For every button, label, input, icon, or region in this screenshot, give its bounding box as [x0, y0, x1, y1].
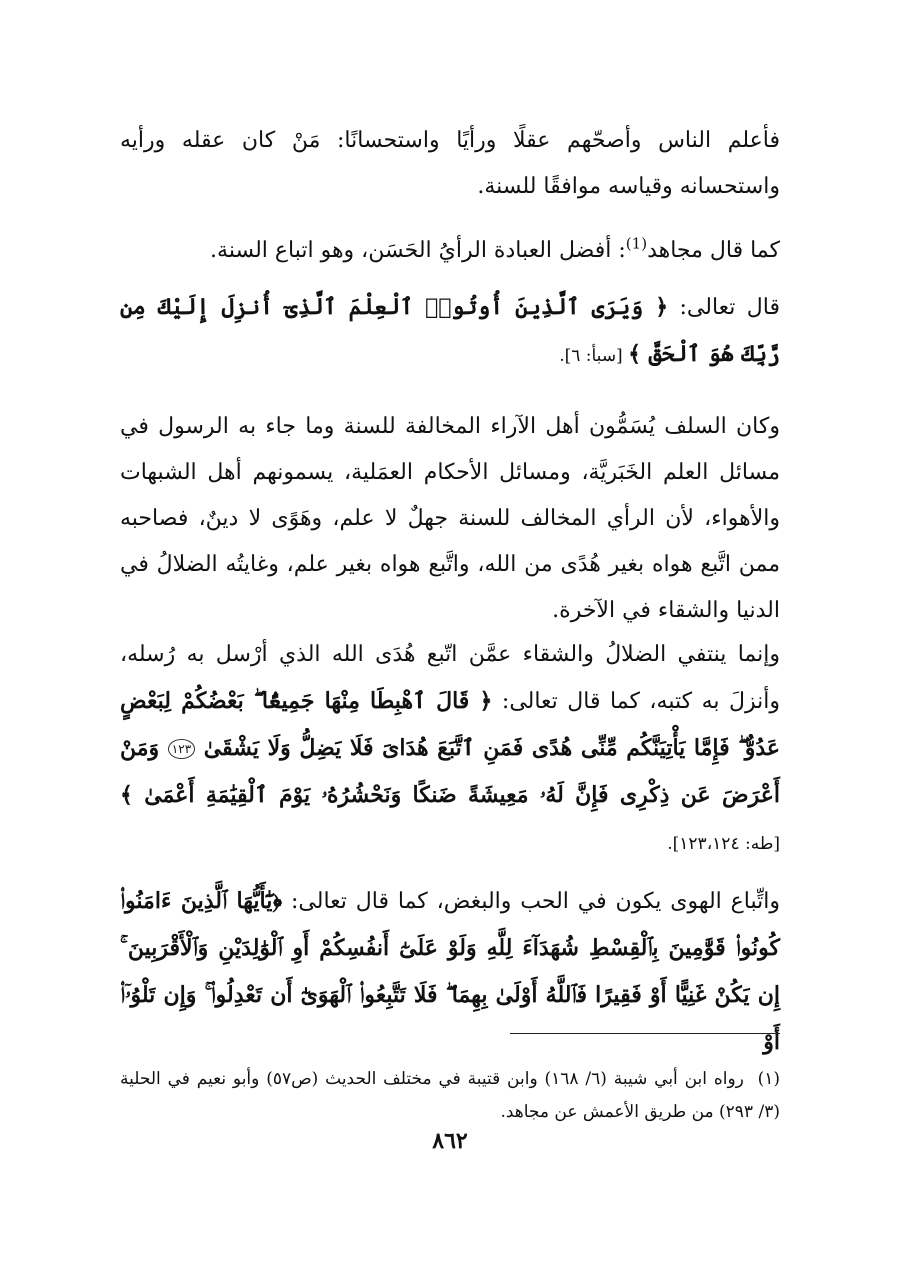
page-number: ٨٦٢ — [432, 1128, 468, 1154]
paragraph-text-end: : أفضل العبادة الرأيُ الحَسَن، وهو اتباع السنة. — [210, 238, 626, 263]
verse-citation: [سبأ: ٦]. — [559, 346, 629, 366]
paragraph-mujahid-quote — [120, 228, 780, 274]
ayah-number-marker: ١٢٣ — [168, 739, 195, 759]
quran-verse: ﴿ وَيَرَى ٱلَّذِينَ أُوتُوا۟ ٱلْعِلْمَ ٱلَّذِىٓ أُنزِلَ إِلَيْكَ مِن رَّبِّكَ هُوَ ٱلْحَقَّ ﴾ — [120, 294, 780, 367]
verse-intro: قال تعالى: — [668, 295, 780, 320]
quran-verse-part-two: وَمَنْ أَعْرَضَ عَن ذِكْرِى فَإِنَّ لَهُۥ مَعِيشَةً ضَنكًا وَنَحْشُرُهُۥ يَوْمَ ٱلْقِيَٰمَةِ أَعْمَىٰ ﴾ — [120, 735, 780, 808]
paragraph-reason-and-sunnah — [120, 118, 780, 210]
footnote-text: رواه ابن أبي شيبة (٦/ ١٦٨) وابن قتيبة في مختلف الحديث (ص٥٧) وأبو نعيم في الحلية (٣/ ٢٩٣) من طريق الأعمش عن مجاهد. — [120, 1069, 780, 1122]
verse-citation: [طه: ١٢٣،١٢٤]. — [667, 834, 780, 854]
paragraph-quran-saba — [120, 284, 780, 379]
paragraph-quran-nisa — [120, 878, 780, 1066]
paragraph-text-start: كما قال مجاهد — [647, 238, 780, 263]
quran-verse-part-one: ﴿ قَالَ ٱهْبِطَا مِنْهَا جَمِيعًۢا ۖ بَعْضُكُمْ لِبَعْضٍ عَدُوٌّ ۖ فَإِمَّا يَأْتِيَنَّكُم مِّنِّى هُدًى فَمَنِ ٱتَّبَعَ هُدَاىَ فَلَا يَضِلُّ وَلَا يَشْقَىٰ — [120, 688, 780, 761]
paragraph-text: فأعلم الناس وأصحّهم عقلًا ورأيًا واستحسانًا: مَنْ كان عقله ورأيه واستحسانه وقياسه موافقًا للسنة. — [120, 128, 780, 199]
footnote-reference[interactable]: (1) — [625, 234, 648, 253]
footnote — [120, 1063, 780, 1129]
verse-intro: وإنما ينتفي الضلالُ والشقاء عمَّن اتّبع هُدَى الله الذي أرْسل به رُسله، وأنزلَ به كتبه، كما قال تعالى: — [120, 642, 780, 714]
paragraph-people-of-desires — [120, 404, 780, 634]
paragraph-text: وكان السلف يُسَمُّون أهل الآراء المخالفة للسنة وما جاء به الرسول في مسائل العلم الخَبَريَّة، ومسائل الأحكام العمَلية، يسمونهم أهل الشبهات والأهواء، لأن الرأي المخالف للسنة جهلٌ لا علم، وهَوًى لا دينٌ، فصاحبه ممن اتَّبع هواه بغير هُدًى من الله، واتَّبع هواه بغير علم، وغايتُه الضلالُ في الدنيا والشقاء في الآخرة. — [120, 414, 780, 623]
quran-verse: ﴿يَٰٓأَيُّهَا ٱلَّذِينَ ءَامَنُوا۟ كُونُوا۟ قَوَّٰمِينَ بِٱلْقِسْطِ شُهَدَآءَ لِلَّهِ وَلَوْ عَلَىٰٓ أَنفُسِكُمْ أَوِ ٱلْوَٰلِدَيْنِ وَٱلْأَقْرَبِينَ ۚ إِن يَكُنْ غَنِيًّا أَوْ فَقِيرًا فَٱللَّهُ أَوْلَىٰ بِهِمَا ۖ فَلَا تَتَّبِعُوا۟ ٱلْهَوَىٰٓ أَن تَعْدِلُوا۟ ۚ وَإِن تَلْوُۥٓا۟ أَوْ — [120, 888, 780, 1055]
footnote-number: (١) — [757, 1069, 780, 1089]
verse-intro: واتِّباع الهوى يكون في الحب والبغض، كما قال تعالى: — [282, 889, 780, 914]
footnote-divider — [510, 1033, 780, 1034]
paragraph-quran-taha — [120, 632, 780, 867]
